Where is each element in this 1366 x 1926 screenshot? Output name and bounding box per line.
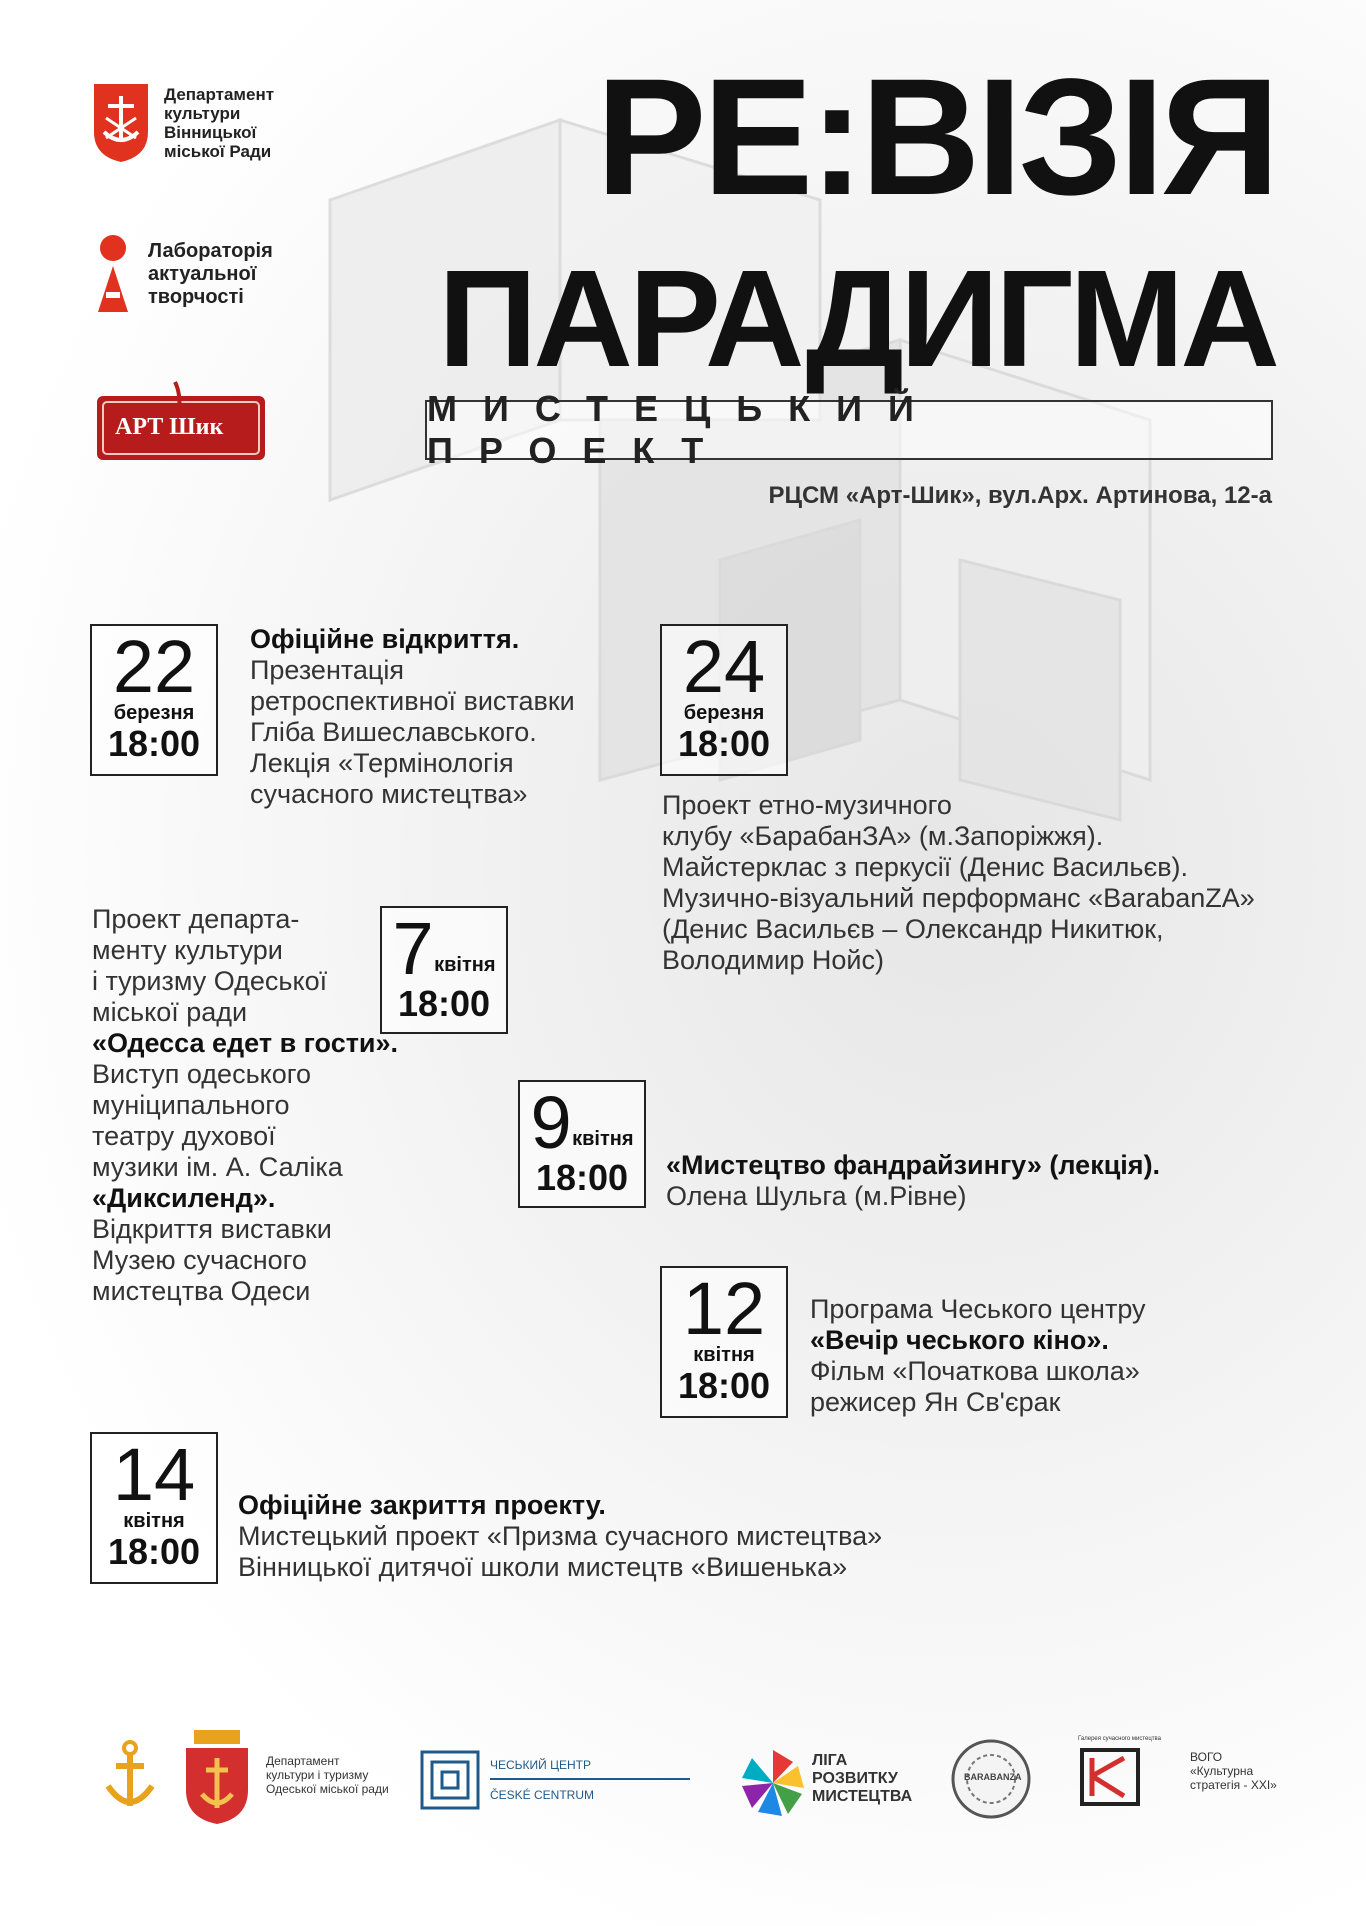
event-14-description [238, 1490, 882, 1583]
laboratory-logo [92, 234, 273, 314]
art-shyk-logo [95, 378, 267, 464]
date-day: 7 [392, 907, 434, 990]
date-month: квітня [693, 1344, 755, 1366]
event-line: Проект етно-музичного [662, 790, 952, 820]
event-7-description [92, 904, 398, 1307]
main-title-line1: РЕ:ВІЗІЯ [595, 45, 1276, 230]
event-line-bold: «Мистецтво фандрайзингу» (лекція). [666, 1150, 1161, 1180]
date-time: 18:00 [397, 983, 491, 1024]
date-box-24 [660, 624, 788, 776]
czech-center-name-cz: ČESKÉ CENTRUM [490, 1788, 595, 1802]
subtitle-box [425, 388, 1273, 471]
vogo-name: ВОГО «Культурна стратегія - XXI» [1190, 1750, 1277, 1792]
event-line: режисер Ян Св'єрак [810, 1387, 1061, 1417]
event-line: Володимир Нойс) [662, 945, 884, 975]
date-box-7 [380, 906, 508, 1034]
date-box-12 [660, 1266, 788, 1418]
art-shyk-text: АРТ Шик [115, 414, 224, 440]
event-line: і туризму Одеської [92, 966, 328, 996]
date-month: квітня [434, 954, 496, 976]
odesa-department-name: Департамент культури і туризму Одеської міської ради [266, 1754, 389, 1796]
gallery-frame-icon [1078, 1742, 1148, 1812]
odesa-coat-of-arms [182, 1728, 252, 1826]
gallery-caption: Галерея сучасного мистецтва [1078, 1736, 1161, 1742]
event-line: Програма Чеського центру [810, 1294, 1146, 1324]
event-line: Музично-візуальний перформанс «BarabanZA» [662, 883, 1255, 913]
liga-name: ЛІГА РОЗВИТКУ МИСТЕЦТВА [812, 1752, 913, 1805]
event-line: Презентація [250, 655, 405, 685]
event-line: Мистецький проект «Призма сучасного мистецтва» [238, 1521, 883, 1551]
odesa-coat-of-arms-icon [182, 1728, 252, 1826]
event-line: Олена Шульга (м.Рівне) [666, 1181, 967, 1211]
event-line: міської ради [92, 997, 248, 1027]
event-line: Відкриття виставки [92, 1214, 332, 1244]
czech-center-name-uk: ЧЕСЬКИЙ ЦЕНТР [490, 1758, 591, 1772]
date-time: 18:00 [535, 1157, 629, 1198]
laboratory-person-icon [92, 234, 134, 314]
event-line: ретроспективної виставки [250, 686, 575, 716]
event-line: Вінницької дитячої школи мистецтв «Вишенька» [238, 1552, 848, 1582]
event-9-description [666, 1150, 1160, 1212]
date-day: 9 [530, 1081, 572, 1164]
event-line: сучасного мистецтва» [250, 779, 528, 809]
main-title-line2: ПАРАДИГМА [438, 242, 1276, 396]
date-day: 12 [682, 1267, 766, 1350]
event-line: муніципального [92, 1090, 290, 1120]
czech-center-square-icon [420, 1750, 480, 1810]
event-line: (Денис Васильєв – Олександр Никитюк, [662, 914, 1164, 944]
date-time: 18:00 [107, 1531, 201, 1572]
liga-pinwheel-icon [738, 1748, 808, 1818]
date-month: квітня [123, 1510, 185, 1532]
event-line: музики ім. А. Саліка [92, 1152, 343, 1182]
date-month: березня [683, 702, 765, 724]
event-line: Майстерклас з перкусії (Денис Васильєв). [662, 852, 1189, 882]
date-box-9 [518, 1080, 646, 1208]
date-time: 18:00 [107, 723, 201, 764]
date-time: 18:00 [677, 723, 771, 764]
event-line: менту культури [92, 935, 283, 965]
event-line [666, 1150, 1160, 1181]
date-month: квітня [572, 1128, 634, 1150]
event-line: Офіційне відкриття. [250, 624, 520, 654]
vinnytsia-coat-of-arms-icon [92, 82, 150, 164]
gallery-logo [1078, 1736, 1161, 1816]
liga-logo [738, 1748, 808, 1818]
event-line: Гліба Вишеславського. [250, 717, 537, 747]
event-12-description [810, 1294, 1146, 1418]
vinnytsia-culture-department-logo [92, 82, 274, 164]
event-line: театру духової [92, 1121, 276, 1151]
event-line: мистецтва Одеси [92, 1276, 311, 1306]
event-line: Офіційне закриття проекту. [238, 1490, 606, 1520]
event-line: клубу «БарабанЗА» (м.Запоріжжя). [662, 821, 1104, 851]
date-day: 22 [112, 625, 196, 708]
date-box-14 [90, 1432, 218, 1584]
barabanza-logo [950, 1738, 1032, 1820]
venue-address: РЦСМ «Арт-Шик», вул.Арх. Артинова, 12-а [768, 482, 1272, 509]
event-line: Лекція «Термінологія [250, 748, 514, 778]
event-line: «Одесса едет в гости». [92, 1028, 399, 1058]
laboratory-name: Лабораторія актуальної творчості [148, 239, 273, 308]
date-day: 24 [682, 625, 766, 708]
event-line: Фільм «Початкова школа» [810, 1356, 1140, 1386]
date-box-22 [90, 624, 218, 776]
event-24-description [662, 790, 1255, 976]
event-line: «Диксиленд». [92, 1183, 276, 1213]
date-month: березня [113, 702, 195, 724]
event-line: «Вечір чеського кіно». [810, 1325, 1109, 1355]
anchor-icon [100, 1740, 160, 1814]
event-line: Виступ одеського [92, 1059, 312, 1089]
subtitle-text: МИСТЕЦЬКИЙ ПРОЕКТ [427, 388, 940, 471]
event-line: Проект департа- [92, 904, 300, 934]
event-22-description [250, 624, 575, 810]
czech-center-logo [420, 1750, 700, 1814]
vinnytsia-department-name: Департамент культури Вінницької міської Ради [164, 85, 275, 161]
date-time: 18:00 [677, 1365, 771, 1406]
barabanza-badge-text: BARABANZA [964, 1772, 1022, 1782]
event-line: Музею сучасного [92, 1245, 307, 1275]
odesa-anchor-logo [100, 1740, 160, 1814]
czech-center-divider [490, 1778, 690, 1780]
date-day: 14 [112, 1433, 196, 1516]
